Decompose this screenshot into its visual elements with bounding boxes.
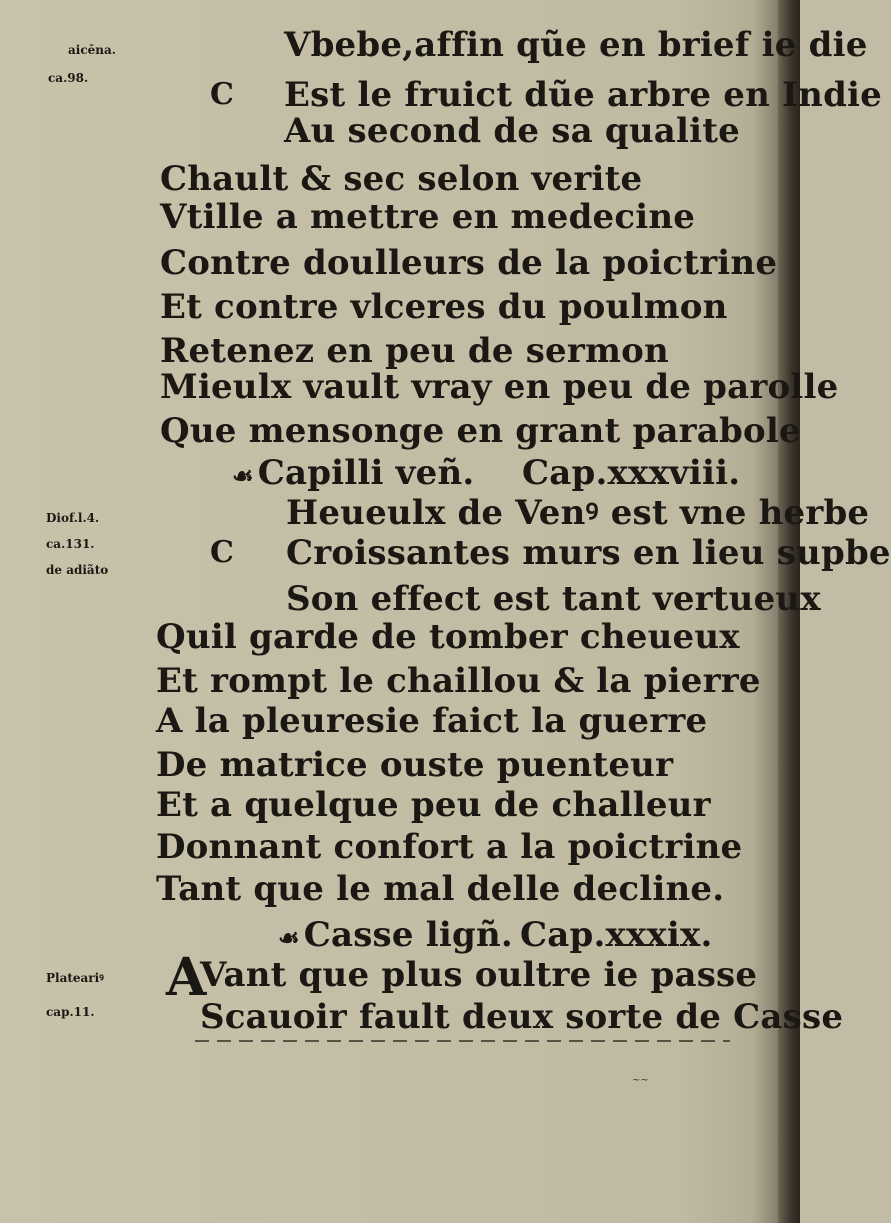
margin-note: cap.11.	[46, 1005, 95, 1019]
chapter-title: Casse ligñ.	[303, 915, 513, 955]
fleuron-icon: ☙	[232, 461, 254, 490]
text-line: Contre doulleurs de la poictrine	[160, 243, 778, 283]
text-line: Retenez en peu de sermon	[160, 331, 669, 371]
chapter-heading	[232, 453, 475, 493]
text-line: Et a quelque peu de challeur	[156, 785, 711, 825]
drop-cap: A	[166, 947, 207, 1008]
text-line: Heueulx de Venꝰ est vne herbe	[286, 493, 870, 533]
margin-note: aicēna.	[68, 43, 116, 57]
text-line: Quil garde de tomber cheueux	[156, 617, 740, 657]
text-line: Croissantes murs en lieu supbe	[286, 533, 891, 573]
ink-speck: ~~	[632, 1075, 649, 1086]
margin-note: ca.98.	[48, 71, 89, 85]
paragraph-marker: C	[210, 535, 234, 570]
chapter-number: Cap.xxxviii.	[522, 453, 741, 493]
text-line: Que mensonge en grant parabole	[160, 411, 801, 451]
text-line: Mieulx vault vray en peu de parolle	[160, 367, 839, 407]
text-line: Est le fruict dũe arbre en Indie	[284, 75, 882, 115]
text-line: Chault & sec selon verite	[160, 159, 643, 199]
margin-note: Plateariꝰ	[46, 971, 104, 985]
chapter-number: Cap.xxxix.	[520, 915, 713, 955]
margin-note: Diof.l.4.	[46, 511, 100, 525]
chapter-title: Capilli veñ.	[257, 453, 475, 493]
text-line: Donnant confort a la poictrine	[156, 827, 743, 867]
text-line: Vtille a mettre en medecine	[160, 197, 696, 237]
text-line: Et contre vlceres du poulmon	[160, 287, 728, 327]
fleuron-icon: ☙	[278, 923, 300, 952]
text-line: Vant que plus oultre ie passe	[200, 955, 758, 995]
margin-note: ca.131.	[46, 537, 95, 551]
text-line: Scauoir fault deux sorte de Casse	[200, 997, 844, 1037]
text-line: Et rompt le chaillou & la pierre	[156, 661, 761, 701]
text-line: Au second de sa qualite	[284, 111, 740, 151]
text-line: Tant que le mal delle decline.	[156, 869, 725, 909]
margin-note: de adiãto	[46, 563, 109, 577]
text-line: A la pleuresie faict la guerre	[156, 701, 708, 741]
text-line: Son effect est tant vertueux	[286, 579, 821, 619]
text-line: De matrice ouste puenteur	[156, 745, 674, 785]
paragraph-marker: C	[210, 77, 234, 112]
text-line: Vbebe,affin qũe en brief ie die	[284, 25, 868, 65]
rule-line	[195, 1040, 730, 1042]
chapter-heading	[278, 915, 513, 955]
